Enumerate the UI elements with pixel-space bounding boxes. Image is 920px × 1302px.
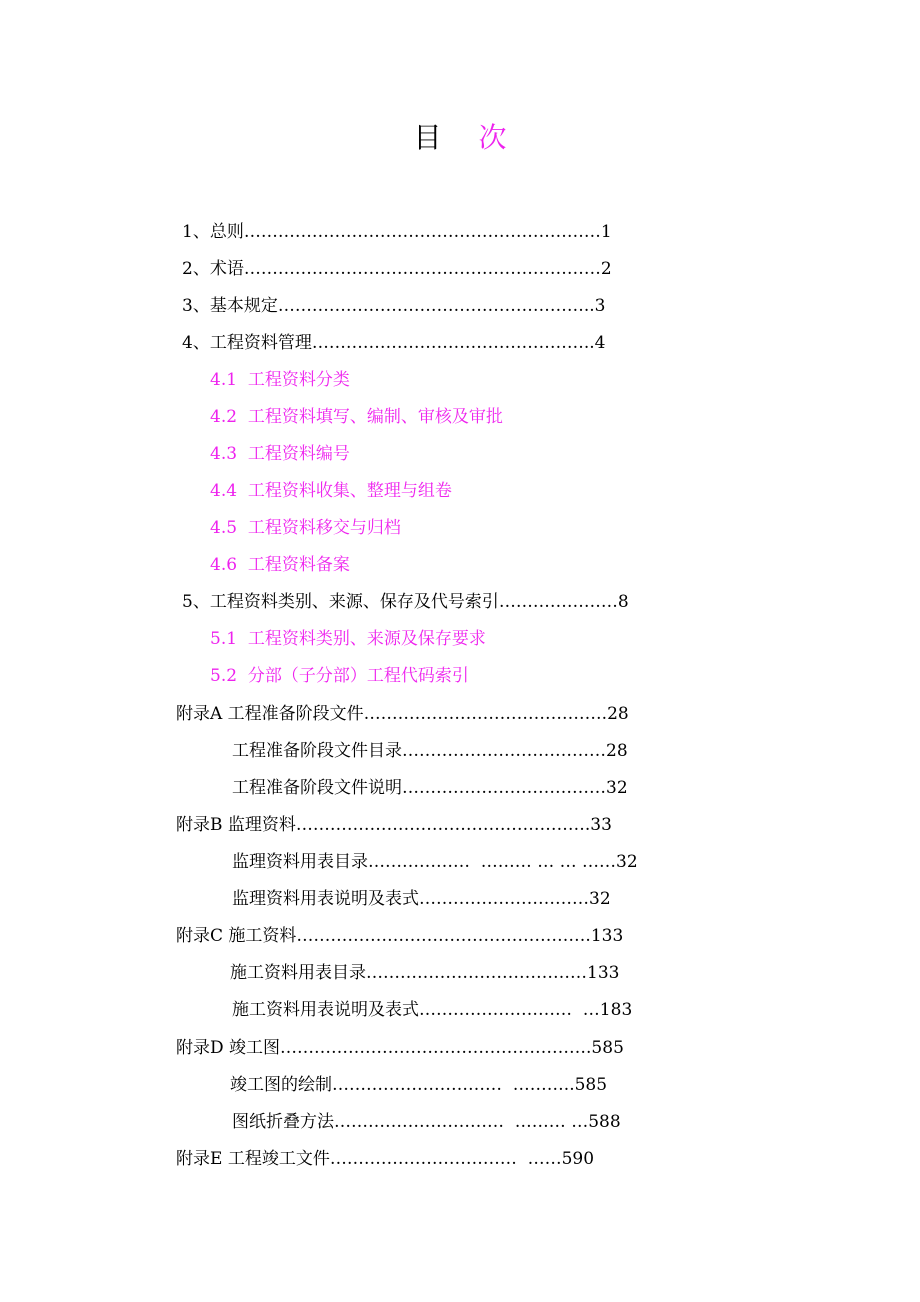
toc-entry-appendix-a-2[interactable] [232, 776, 680, 800]
toc-entry-text: 5.2 分部（子分部）工程代码索引 [210, 666, 469, 686]
toc-entry-text: 图纸折叠方法………………………… ……… …588 [232, 1112, 621, 1132]
toc-entry-appendix-c-1[interactable] [230, 961, 686, 985]
toc-entry-text: 工程准备阶段文件说明………………………………32 [232, 778, 628, 798]
toc-entry-appendix-d[interactable] [176, 1036, 684, 1060]
toc-entry-3[interactable] [182, 294, 670, 318]
toc-entry-5[interactable] [182, 590, 670, 614]
toc-entry-appendix-b-1[interactable] [232, 850, 680, 874]
toc-entry-text: 附录D 竣工图……………………………………………….585 [176, 1038, 624, 1058]
toc-entry-appendix-a[interactable] [176, 702, 676, 726]
toc-entry-text: 4.6 工程资料备案 [210, 555, 350, 575]
toc-entry-text: 4、工程资料管理…………………………………………..4 [182, 333, 606, 353]
title-char-1: 目 [413, 121, 442, 154]
toc-entry-appendix-c-2[interactable] [232, 998, 686, 1022]
toc-entry-4[interactable] [182, 331, 670, 355]
toc-entry-5-1[interactable] [210, 627, 670, 651]
toc-entry-appendix-d-2[interactable] [232, 1110, 688, 1134]
toc-entry-text: 2、术语………………………………………………………2 [182, 259, 612, 279]
toc-entry-text: 工程准备阶段文件目录………………………………28 [232, 741, 628, 761]
toc-entry-appendix-c[interactable] [176, 924, 684, 948]
toc-entry-text: 4.2 工程资料填写、编制、审核及审批 [210, 407, 503, 427]
toc-entry-text: 附录E 工程竣工文件…………………………… ……590 [176, 1149, 595, 1169]
toc-entry-text: 5、工程资料类别、来源、保存及代号索引…………………8 [182, 592, 629, 612]
toc-entry-4-3[interactable] [210, 442, 670, 466]
toc-entry-text: 4.5 工程资料移交与归档 [210, 518, 401, 538]
toc-entry-5-2[interactable] [210, 664, 670, 688]
toc-entry-text: 施工资料用表说明及表式……………………… …183 [232, 1000, 633, 1020]
toc-entry-text: 4.3 工程资料编号 [210, 444, 350, 464]
toc-entry-text: 竣工图的绘制………………………… ………..585 [230, 1075, 608, 1095]
toc-entry-text: 附录C 施工资料…………………………………………….133 [176, 926, 624, 946]
toc-entry-1[interactable] [182, 220, 670, 244]
toc-entry-appendix-b-2[interactable] [232, 887, 680, 911]
toc-entry-appendix-e[interactable] [176, 1147, 684, 1171]
toc-entry-4-5[interactable] [210, 516, 670, 540]
toc-entry-text: 施工资料用表目录…………………………………133 [230, 963, 620, 983]
toc-entry-4-2[interactable] [210, 405, 670, 429]
toc-entry-text: 5.1 工程资料类别、来源及保存要求 [210, 629, 486, 649]
toc-entry-text: 监理资料用表说明及表式…………………………32 [232, 889, 611, 909]
toc-entry-text: 4.1 工程资料分类 [210, 370, 350, 390]
toc-entry-text: 1、总则………………………………………………………1 [182, 222, 612, 242]
toc-entry-2[interactable] [182, 257, 670, 281]
toc-entry-4-6[interactable] [210, 553, 670, 577]
toc-entry-text: 监理资料用表目录……………… ……… … … ……32 [232, 852, 638, 872]
toc-entry-appendix-a-1[interactable] [232, 739, 680, 763]
toc-entry-text: 附录B 监理资料…………………………………………….33 [176, 815, 612, 835]
toc-entry-appendix-b[interactable] [176, 813, 676, 837]
title-char-2: 次 [478, 121, 507, 154]
toc-entry-4-1[interactable] [210, 368, 670, 392]
toc-entry-text: 3、基本规定………………………………………………..3 [182, 296, 606, 316]
toc-entry-appendix-d-1[interactable] [230, 1073, 686, 1097]
toc-entry-text: 4.4 工程资料收集、整理与组卷 [210, 481, 452, 501]
page-title [0, 116, 920, 156]
toc-entry-4-4[interactable] [210, 479, 670, 503]
toc-entry-text: 附录A 工程准备阶段文件…………………………………….28 [176, 704, 629, 724]
